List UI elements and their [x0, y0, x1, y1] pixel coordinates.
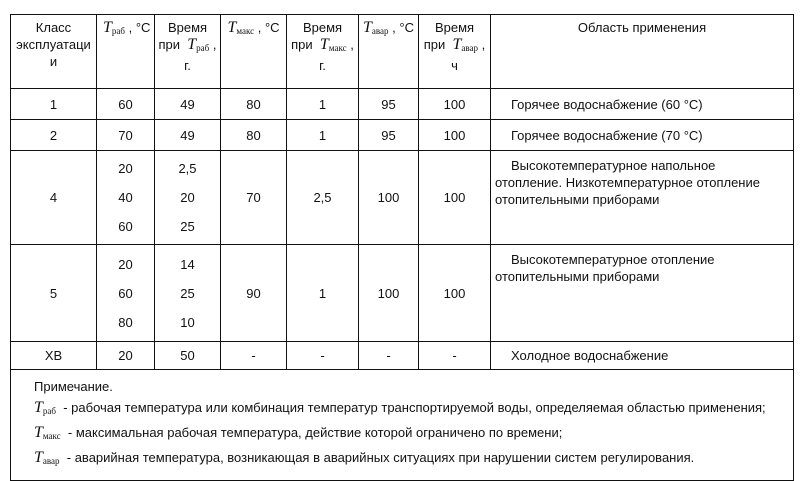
cell-t-avar: 95: [359, 120, 419, 151]
cell-t-maks: -: [221, 342, 287, 370]
header-t-avar: [359, 15, 419, 89]
value: 10: [180, 314, 195, 330]
unit: , °C: [257, 20, 280, 35]
cell-time-avar: 100: [419, 245, 491, 342]
table-row: [11, 342, 794, 370]
cell-t-rab: 20: [97, 342, 155, 370]
value: 20: [118, 256, 133, 272]
cell-t-avar: 95: [359, 89, 419, 120]
cell-application: [491, 342, 794, 370]
header-text: при: [158, 37, 181, 52]
header-text: Класс: [35, 20, 72, 35]
note-line-rab: [34, 397, 793, 422]
cell-t-rab: 70: [97, 120, 155, 151]
unit: , °C: [128, 20, 151, 35]
operating-classes-table: [10, 14, 794, 481]
cell-class: 2: [11, 120, 97, 151]
header-text: ,: [481, 37, 486, 52]
note-text: - аварийная температура, возникающая в аварийных ситуациях при нарушении систем регулирования.: [66, 450, 695, 465]
header-text: при: [423, 37, 446, 52]
header-text: ,: [350, 37, 354, 52]
cell-application: [491, 89, 794, 120]
cell-application: [491, 120, 794, 151]
note-text: - максимальная рабочая температура, действие которой ограничено по времени;: [67, 425, 563, 440]
header-time-maks: [287, 15, 359, 89]
header-text: при: [291, 37, 313, 52]
application-text: отопление. Низкотемпературное отопление отопительными приборами: [495, 175, 760, 207]
t-subscript: авар: [371, 26, 389, 36]
application-text: Высокотемпературное напольное: [511, 158, 716, 173]
table-row: [11, 89, 794, 120]
cell-time-rab: [155, 245, 221, 342]
t-symbol: T: [452, 36, 462, 53]
cell-time-maks: 1: [287, 120, 359, 151]
cell-time-maks: 1: [287, 245, 359, 342]
t-symbol: T: [227, 19, 237, 36]
cell-t-maks: 80: [221, 89, 287, 120]
header-class: [11, 15, 97, 89]
cell-time-maks: 1: [287, 89, 359, 120]
header-text: Время: [434, 20, 475, 35]
t-symbol: T: [34, 424, 43, 441]
cell-t-avar: -: [359, 342, 419, 370]
value: 2,5: [178, 161, 197, 176]
cell-t-maks: 90: [221, 245, 287, 342]
t-symbol: T: [187, 36, 197, 53]
t-subscript: раб: [42, 406, 56, 416]
t-symbol: T: [319, 36, 329, 53]
cell-class: 5: [11, 245, 97, 342]
value: 14: [180, 256, 195, 272]
header-text: ,: [212, 37, 217, 52]
application-text: отопительными приборами: [495, 269, 660, 284]
table-row: [11, 151, 794, 245]
unit: , °C: [392, 20, 414, 35]
value: 60: [118, 285, 133, 301]
cell-time-maks: 2,5: [287, 151, 359, 245]
cell-class: 1: [11, 89, 97, 120]
cell-time-avar: 100: [419, 89, 491, 120]
cell-time-avar: 100: [419, 120, 491, 151]
header-t-rab: [97, 15, 155, 89]
cell-application: [491, 245, 794, 342]
t-subscript: раб: [196, 43, 210, 53]
t-symbol: T: [34, 399, 43, 416]
header-t-maks: [221, 15, 287, 89]
t-subscript: раб: [111, 26, 125, 36]
table-row: [11, 245, 794, 342]
cell-t-maks: 70: [221, 151, 287, 245]
header-time-rab: [155, 15, 221, 89]
note-row: [11, 370, 794, 481]
cell-time-avar: 100: [419, 151, 491, 245]
value: 25: [180, 219, 195, 234]
t-symbol: T: [103, 19, 112, 36]
application-text: Высокотемпературное отопление: [511, 252, 715, 267]
note-cell: [11, 370, 794, 481]
cell-time-rab: [155, 151, 221, 245]
cell-time-rab: 49: [155, 89, 221, 120]
value: 60: [118, 219, 133, 234]
cell-class: 4: [11, 151, 97, 245]
header-text: г.: [319, 58, 326, 73]
header-text: г.: [184, 58, 191, 73]
header-time-avar: [419, 15, 491, 89]
cell-time-maks: -: [287, 342, 359, 370]
value: 20: [118, 161, 133, 176]
cell-t-rab: [97, 245, 155, 342]
value: 20: [180, 190, 195, 205]
cell-t-avar: 100: [359, 245, 419, 342]
t-subscript: авар: [42, 456, 60, 466]
header-application: Область применения: [491, 15, 794, 89]
note-line-maks: [34, 422, 793, 447]
cell-t-rab: 60: [97, 89, 155, 120]
cell-class: ХВ: [11, 342, 97, 370]
application-text: Горячее водоснабжение (60 °С): [511, 96, 703, 112]
value: 25: [180, 285, 195, 301]
cell-time-rab: 50: [155, 342, 221, 370]
cell-t-maks: 80: [221, 120, 287, 151]
table-row: [11, 120, 794, 151]
cell-t-avar: 100: [359, 151, 419, 245]
t-subscript: макс: [236, 26, 255, 36]
t-symbol: T: [34, 449, 43, 466]
header-text: эксплуатаци: [16, 37, 91, 52]
t-symbol: T: [363, 19, 372, 36]
header-text: ч: [451, 58, 458, 73]
header-text: и: [49, 54, 58, 69]
t-subscript: авар: [461, 43, 479, 53]
value: 80: [118, 314, 133, 330]
application-text: Горячее водоснабжение (70 °С): [511, 127, 703, 143]
header-row: [11, 15, 794, 89]
header-text: Время: [302, 20, 343, 35]
cell-time-avar: -: [419, 342, 491, 370]
cell-time-rab: 49: [155, 120, 221, 151]
header-text: Время: [167, 20, 208, 35]
t-subscript: макс: [42, 431, 61, 441]
note-title: Примечание.: [34, 379, 113, 394]
note-text: - рабочая температура или комбинация температур транспортируемой воды, определяемая областью применения;: [63, 400, 766, 415]
application-text: Холодное водоснабжение: [511, 348, 669, 363]
t-subscript: макс: [328, 43, 347, 53]
cell-t-rab: [97, 151, 155, 245]
value: 40: [118, 190, 133, 205]
cell-application: [491, 151, 794, 245]
